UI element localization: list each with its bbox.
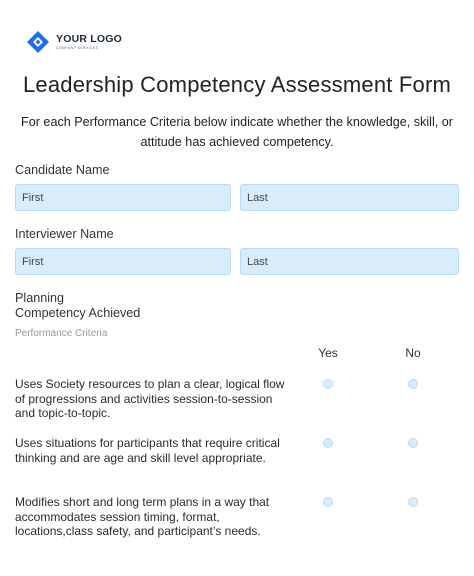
criteria-row-3-text: Modifies short and long term plans in a way that accommodates session timing, format, locations,class safety, and participant’s needs. bbox=[15, 495, 270, 538]
criteria-row-1-no-radio[interactable] bbox=[408, 379, 418, 389]
candidate-name-label: Candidate Name bbox=[15, 163, 110, 177]
interviewer-first-name-input[interactable] bbox=[15, 248, 231, 275]
criteria-row-2-text: Uses situations for participants that require critical thinking and are age and skill level appropriate. bbox=[15, 436, 280, 465]
logo-tagline: COMPANY SERVICES bbox=[56, 45, 99, 50]
criteria-row-1-text: Uses Society resources to plan a clear, logical flow of progressions and activities session-to-session and topic-to-topic. bbox=[15, 377, 285, 420]
interviewer-name-label: Interviewer Name bbox=[15, 227, 114, 241]
criteria-row-2-yes-radio[interactable] bbox=[323, 438, 333, 448]
candidate-last-name-input[interactable] bbox=[240, 184, 459, 211]
column-no-header: No bbox=[405, 346, 421, 360]
form-instructions: For each Performance Criteria below indicate whether the knowledge, skill, or attitude has achieved competency. bbox=[21, 115, 453, 149]
criteria-row-3-yes-radio[interactable] bbox=[323, 497, 333, 507]
criteria-row-1-yes-radio[interactable] bbox=[323, 379, 333, 389]
section-heading bbox=[15, 291, 140, 321]
criteria-row-2-no-radio[interactable] bbox=[408, 438, 418, 448]
candidate-first-name-input[interactable] bbox=[15, 184, 231, 211]
form-title: Leadership Competency Assessment Form bbox=[22, 72, 452, 97]
column-yes-header: Yes bbox=[318, 346, 338, 360]
logo-name: YOUR LOGO bbox=[56, 33, 122, 45]
criteria-row-3-no-radio[interactable] bbox=[408, 497, 418, 507]
performance-criteria-label: Performance Criteria bbox=[15, 328, 108, 339]
logo-diamond-icon bbox=[26, 30, 50, 54]
section-title: Planning bbox=[15, 291, 65, 305]
section-subtitle: Competency Achieved bbox=[15, 306, 141, 320]
interviewer-last-name-input[interactable] bbox=[240, 248, 459, 275]
company-logo bbox=[26, 30, 122, 54]
